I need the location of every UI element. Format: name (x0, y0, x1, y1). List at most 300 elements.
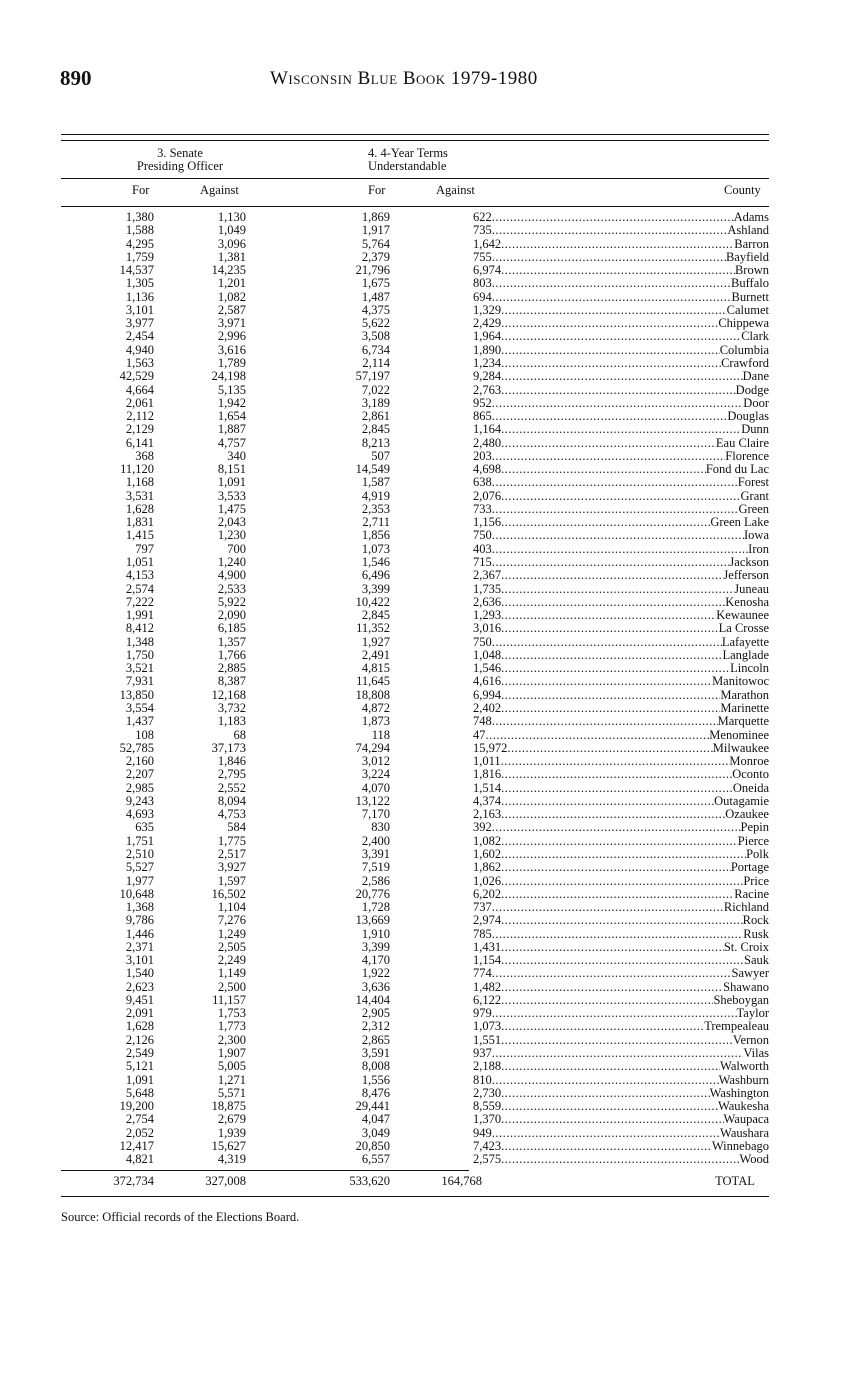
county-name: Dane (742, 369, 769, 384)
terms-against-value: 1,964 (473, 329, 502, 344)
table-row (0, 689, 859, 702)
county-cell (473, 715, 769, 728)
senate-against-value: 1,654 (217, 409, 246, 424)
senate-against-value: 1,183 (217, 714, 246, 729)
senate-against-value: 18,875 (211, 1099, 246, 1114)
dot-leader (501, 264, 735, 277)
terms-for-value: 3,399 (361, 581, 390, 596)
terms-against-value: 2,974 (473, 913, 502, 928)
county-name: Lincoln (730, 661, 769, 676)
senate-for-value: 7,931 (125, 674, 154, 689)
county-name: Waushara (720, 1125, 769, 1140)
county-cell (473, 238, 769, 251)
terms-against-value: 1,735 (473, 581, 502, 596)
terms-against-value: 6,994 (473, 687, 502, 702)
terms-against-value: 785 (473, 926, 492, 941)
county-cell (473, 596, 769, 609)
terms-against-value: 2,367 (473, 568, 502, 583)
terms-against-value: 1,370 (473, 1112, 502, 1127)
terms-for-value: 3,508 (361, 329, 390, 344)
senate-against-value: 6,185 (217, 621, 246, 636)
senate-for-value: 2,454 (125, 329, 154, 344)
top-rule-2 (61, 140, 769, 141)
table-row (0, 357, 859, 370)
dot-leader (501, 914, 742, 927)
senate-for-value: 3,977 (125, 316, 154, 331)
dot-leader (501, 835, 738, 848)
table-row (0, 423, 859, 436)
county-name: Ashland (727, 223, 769, 238)
county-cell (473, 928, 769, 941)
senate-for-value: 1,628 (125, 1019, 154, 1034)
dot-leader (492, 967, 732, 980)
county-name: Polk (746, 846, 769, 861)
senate-for-value: 3,101 (125, 302, 154, 317)
terms-against-value: 1,816 (473, 767, 502, 782)
dot-leader (492, 277, 731, 290)
senate-for-value: 1,380 (125, 210, 154, 224)
terms-for-value: 3,636 (361, 979, 390, 994)
county-cell (473, 755, 769, 768)
dot-leader (501, 861, 731, 874)
county-cell (473, 649, 769, 662)
terms-against-value: 1,890 (473, 342, 502, 357)
county-name: Vernon (732, 1032, 769, 1047)
terms-against-value: 8,559 (473, 1099, 502, 1114)
senate-against-value: 3,971 (217, 316, 246, 331)
terms-against-value: 1,862 (473, 860, 502, 875)
table-row (0, 1087, 859, 1100)
terms-for-value: 1,873 (361, 714, 390, 729)
terms-for-value: 1,546 (361, 555, 390, 570)
table-row (0, 1020, 859, 1033)
terms-for-value: 4,815 (361, 661, 390, 676)
senate-against-value: 2,587 (217, 302, 246, 317)
senate-against-value: 5,571 (217, 1085, 246, 1100)
senate-against-value: 2,885 (217, 661, 246, 676)
terms-against-value: 403 (473, 541, 492, 556)
senate-for-value: 1,991 (125, 608, 154, 623)
terms-for-value: 29,441 (355, 1099, 390, 1114)
dot-leader (501, 795, 714, 808)
county-name: Brown (734, 263, 769, 278)
table-row (0, 556, 859, 569)
terms-against-value: 47 (473, 727, 486, 742)
county-cell (473, 622, 769, 635)
county-cell (473, 583, 769, 596)
terms-for-value: 4,047 (361, 1112, 390, 1127)
senate-for-value: 2,754 (125, 1112, 154, 1127)
dot-leader (492, 715, 718, 728)
senate-for-value: 1,563 (125, 355, 154, 370)
county-cell (473, 808, 769, 821)
county-name: Kenosha (725, 594, 769, 609)
terms-for-value: 4,070 (361, 780, 390, 795)
senate-for-value: 4,940 (125, 342, 154, 357)
senate-for-value: 2,623 (125, 979, 154, 994)
senate-against-value: 2,517 (217, 846, 246, 861)
senate-for-value: 2,112 (126, 409, 154, 424)
terms-for-value: 7,170 (361, 807, 390, 822)
county-cell (473, 782, 769, 795)
county-name: Vilas (743, 1046, 769, 1060)
terms-against-value: 6,202 (473, 886, 502, 901)
table-row (0, 941, 859, 954)
senate-against-value: 2,996 (217, 329, 246, 344)
county-cell (473, 875, 769, 888)
senate-against-value: 1,104 (217, 900, 246, 915)
terms-against-value: 979 (473, 1006, 492, 1021)
senate-for-value: 1,751 (125, 833, 154, 848)
dot-leader (492, 211, 734, 224)
dot-leader (492, 224, 728, 237)
dot-leader (501, 954, 744, 967)
dot-leader (492, 410, 728, 423)
senate-against-value: 11,157 (212, 992, 246, 1007)
senate-for-value: 11,120 (120, 462, 154, 477)
senate-against-value: 4,753 (217, 807, 246, 822)
dot-leader (501, 888, 734, 901)
table-row (0, 370, 859, 383)
dot-leader (501, 330, 741, 343)
senate-against-value: 1,149 (217, 966, 246, 981)
senate-against-value: 2,300 (217, 1032, 246, 1047)
dot-leader (492, 1127, 720, 1140)
senate-against-value: 5,922 (217, 594, 246, 609)
terms-for-value: 4,375 (361, 302, 390, 317)
terms-against-value: 750 (473, 634, 492, 649)
senate-for-value: 1,977 (125, 873, 154, 888)
dot-leader (492, 503, 739, 516)
table-row (0, 437, 859, 450)
county-cell (473, 1140, 769, 1153)
senate-for-value: 6,141 (125, 435, 154, 450)
dot-leader (501, 463, 706, 476)
terms-for-value: 5,622 (361, 316, 390, 331)
county-name: Jackson (729, 555, 769, 570)
senate-against-value: 8,094 (217, 793, 246, 808)
terms-for-value: 1,487 (361, 289, 390, 304)
terms-against-value: 3,016 (473, 621, 502, 636)
total-label: TOTAL (715, 1174, 755, 1188)
total-senate-against: 327,008 (205, 1174, 246, 1188)
senate-against-value: 8,151 (217, 462, 246, 477)
table-row (0, 291, 859, 304)
senate-against-value: 2,500 (217, 979, 246, 994)
senate-for-value: 10,648 (119, 886, 154, 901)
dot-leader (501, 370, 743, 383)
terms-for-value: 2,491 (361, 647, 390, 662)
county-name: Oneida (732, 780, 769, 795)
terms-for-value: 8,213 (361, 435, 390, 450)
senate-for-value: 4,295 (125, 236, 154, 251)
dot-leader (492, 636, 722, 649)
terms-against-value: 1,073 (473, 1019, 502, 1034)
senate-for-value: 2,549 (125, 1046, 154, 1060)
county-cell (473, 689, 769, 702)
table-row (0, 529, 859, 542)
terms-for-value: 13,122 (355, 793, 390, 808)
table-row (0, 768, 859, 781)
terms-against-value: 865 (473, 409, 492, 424)
senate-for-value: 14,537 (119, 263, 154, 278)
county-cell (473, 662, 769, 675)
terms-against-value: 2,188 (473, 1059, 502, 1074)
table-row (0, 476, 859, 489)
table-row (0, 596, 859, 609)
county-name: Bayfield (725, 249, 769, 264)
table-row (0, 1153, 859, 1166)
county-name: Iowa (744, 528, 769, 543)
county-cell (473, 1153, 769, 1166)
senate-for-value: 3,521 (125, 661, 154, 676)
table-row (0, 994, 859, 1007)
terms-against-value: 1,048 (473, 647, 502, 662)
terms-for-value: 2,114 (362, 355, 390, 370)
senate-against-value: 5,005 (217, 1059, 246, 1074)
table-row (0, 715, 859, 728)
senate-against-value: 2,795 (217, 767, 246, 782)
senate-against-value: 8,387 (217, 674, 246, 689)
senate-for-value: 2,091 (125, 1006, 154, 1021)
senate-against-value: 14,235 (211, 263, 246, 278)
county-name: Lafayette (721, 634, 769, 649)
senate-for-value: 9,451 (125, 992, 154, 1007)
dot-leader (492, 821, 741, 834)
top-rule (61, 134, 769, 135)
county-cell (473, 556, 769, 569)
county-cell (473, 330, 769, 343)
senate-for-value: 1,168 (125, 475, 154, 490)
terms-against-value: 392 (473, 820, 492, 835)
senate-against-value: 1,846 (217, 754, 246, 769)
terms-for-value: 118 (371, 727, 390, 742)
terms-against-value: 1,026 (473, 873, 502, 888)
dot-leader (501, 1153, 739, 1166)
senate-against-value: 1,942 (217, 395, 246, 410)
terms-against-value: 1,546 (473, 661, 502, 676)
table-row (0, 954, 859, 967)
county-name: Rock (742, 913, 769, 928)
table-row (0, 636, 859, 649)
county-name: Taylor (736, 1006, 769, 1021)
table-row (0, 543, 859, 556)
senate-against-value: 2,533 (217, 581, 246, 596)
dot-leader (492, 901, 724, 914)
senate-for-value: 368 (135, 448, 154, 463)
table-row (0, 490, 859, 503)
table-row (0, 835, 859, 848)
totals-rule (61, 1170, 469, 1171)
senate-for-value: 1,446 (125, 926, 154, 941)
terms-for-value: 21,796 (355, 263, 390, 278)
terms-against-value: 1,514 (473, 780, 502, 795)
county-cell (473, 742, 769, 755)
senate-against-value: 1,597 (217, 873, 246, 888)
terms-against-value: 2,636 (473, 594, 502, 609)
dot-leader (501, 782, 733, 795)
table-row (0, 967, 859, 980)
terms-for-value: 11,352 (356, 621, 390, 636)
county-cell (473, 410, 769, 423)
dot-leader (492, 251, 726, 264)
dot-leader (501, 941, 724, 954)
senate-for-value: 108 (135, 727, 154, 742)
county-cell (473, 981, 769, 994)
terms-against-value: 694 (473, 289, 492, 304)
senate-against-value: 1,753 (217, 1006, 246, 1021)
county-name: Grant (740, 488, 769, 503)
county-cell (473, 861, 769, 874)
senate-for-value: 2,126 (125, 1032, 154, 1047)
dot-leader (492, 291, 732, 304)
county-name: Green (738, 501, 769, 516)
terms-against-value: 733 (473, 501, 492, 516)
terms-against-value: 2,402 (473, 700, 502, 715)
dot-leader (501, 1020, 704, 1033)
table-row (0, 1100, 859, 1113)
terms-against-value: 2,480 (473, 435, 502, 450)
dot-leader (501, 848, 746, 861)
table-row (0, 1047, 859, 1060)
county-name: Douglas (727, 409, 769, 424)
terms-for-value: 4,872 (361, 700, 390, 715)
county-cell (473, 569, 769, 582)
terms-against-value: 2,076 (473, 488, 502, 503)
dot-leader (501, 875, 743, 888)
county-cell (473, 357, 769, 370)
senate-against-value: 1,381 (217, 249, 246, 264)
senate-against-value: 1,091 (217, 475, 246, 490)
terms-against-value: 2,730 (473, 1085, 502, 1100)
senate-against-value: 340 (227, 448, 246, 463)
terms-against-value: 4,698 (473, 462, 502, 477)
terms-against-value: 2,763 (473, 382, 502, 397)
senate-for-value: 635 (135, 820, 154, 835)
terms-against-value: 1,431 (473, 939, 502, 954)
terms-against-value: 810 (473, 1072, 492, 1087)
dot-leader (501, 994, 713, 1007)
county-name: Menominee (709, 727, 769, 742)
county-cell (473, 821, 769, 834)
senate-for-value: 3,531 (125, 488, 154, 503)
senate-against-value: 1,775 (217, 833, 246, 848)
county-name: Langlade (722, 647, 769, 662)
senate-against-value: 1,049 (217, 223, 246, 238)
group-header-terms (340, 147, 480, 173)
running-head: Wisconsin Blue Book 1979-1980 (270, 68, 538, 89)
senate-against-value: 1,789 (217, 355, 246, 370)
county-cell (473, 1087, 769, 1100)
table-row (0, 928, 859, 941)
table-row (0, 649, 859, 662)
table-row (0, 304, 859, 317)
senate-for-value: 1,136 (125, 289, 154, 304)
county-name: Pierce (737, 833, 769, 848)
dot-leader (492, 543, 748, 556)
dot-leader (501, 1060, 720, 1073)
terms-for-value: 57,197 (355, 369, 390, 384)
table-row (0, 861, 859, 874)
county-name: Dunn (741, 422, 769, 437)
county-cell (473, 1020, 769, 1033)
senate-against-value: 3,533 (217, 488, 246, 503)
county-name: Oconto (732, 767, 769, 782)
dot-leader (492, 476, 738, 489)
terms-for-value: 74,294 (355, 740, 390, 755)
county-cell (473, 994, 769, 1007)
terms-against-value: 949 (473, 1125, 492, 1140)
senate-against-value: 1,939 (217, 1125, 246, 1140)
county-cell (473, 476, 769, 489)
county-name: Outagamie (714, 793, 769, 808)
senate-against-value: 2,249 (217, 953, 246, 968)
terms-against-value: 1,082 (473, 833, 502, 848)
terms-against-value: 1,551 (473, 1032, 502, 1047)
table-row (0, 330, 859, 343)
senate-for-value: 5,121 (125, 1059, 154, 1074)
dot-leader (501, 1087, 709, 1100)
county-cell (473, 344, 769, 357)
county-name: Sawyer (731, 966, 769, 981)
dot-leader (492, 1047, 744, 1060)
county-cell (473, 291, 769, 304)
terms-for-value: 3,224 (361, 767, 390, 782)
page-number: 890 (60, 66, 92, 90)
senate-for-value: 1,437 (125, 714, 154, 729)
senate-against-value: 1,082 (217, 289, 246, 304)
terms-against-value: 7,423 (473, 1138, 502, 1153)
county-name: Washington (709, 1085, 769, 1100)
senate-for-value: 2,371 (125, 939, 154, 954)
senate-for-value: 2,510 (125, 846, 154, 861)
senate-against-value: 5,135 (217, 382, 246, 397)
terms-for-value: 2,865 (361, 1032, 390, 1047)
senate-against-value: 4,757 (217, 435, 246, 450)
terms-against-value: 203 (473, 448, 492, 463)
source-note: Source: Official records of the Elections Board. (61, 1210, 300, 1224)
senate-for-value: 1,588 (125, 223, 154, 238)
terms-against-value: 737 (473, 900, 492, 915)
senate-for-value: 2,129 (125, 422, 154, 437)
county-name: Burnett (731, 289, 769, 304)
county-name: Adams (733, 210, 769, 224)
terms-for-value: 2,861 (361, 409, 390, 424)
county-cell (473, 901, 769, 914)
table-row (0, 251, 859, 264)
table-row (0, 397, 859, 410)
county-name: Buffalo (731, 276, 769, 291)
terms-for-value: 13,669 (355, 913, 390, 928)
terms-against-value: 4,616 (473, 674, 502, 689)
senate-against-value: 2,090 (217, 608, 246, 623)
senate-for-value: 1,750 (125, 647, 154, 662)
terms-against-value: 748 (473, 714, 492, 729)
total-senate-for: 372,734 (113, 1174, 154, 1188)
county-cell (473, 423, 769, 436)
senate-for-value: 12,417 (119, 1138, 154, 1153)
terms-for-value: 4,919 (361, 488, 390, 503)
senate-for-value: 7,222 (125, 594, 154, 609)
senate-against-value: 3,927 (217, 860, 246, 875)
terms-for-value: 5,764 (361, 236, 390, 251)
county-cell (473, 543, 769, 556)
terms-for-value: 7,022 (361, 382, 390, 397)
dot-leader (501, 516, 710, 529)
dot-leader (492, 556, 730, 569)
senate-for-value: 2,574 (125, 581, 154, 596)
table-row (0, 914, 859, 927)
